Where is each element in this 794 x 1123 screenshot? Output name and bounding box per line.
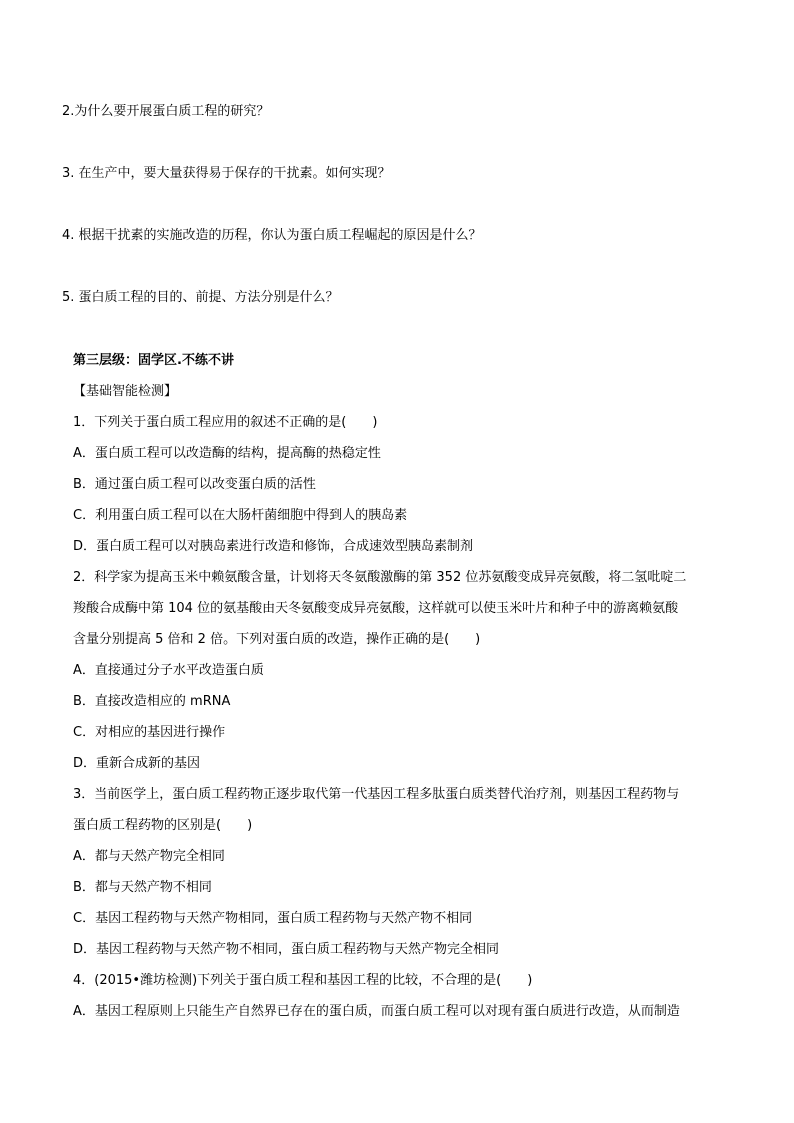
exercise-line: 羧酸合成酶中第 104 位的氨基酸由天冬氨酸变成异亮氨酸，这样就可以使玉米叶片和种子中的游离赖氨酸 — [73, 601, 679, 616]
section-heading: 第三层级：固学区.不练不讲 — [73, 353, 234, 368]
exercise-line: C．基因工程药物与天然产物相同，蛋白质工程药物与天然产物不相同 — [73, 911, 473, 926]
exercise-line: C．利用蛋白质工程可以在大肠杆菌细胞中得到人的胰岛素 — [73, 508, 408, 523]
exercise-line: A．蛋白质工程可以改造酶的结构，提高酶的热稳定性 — [73, 446, 381, 461]
exercise-line: D．蛋白质工程可以对胰岛素进行改造和修饰，合成速效型胰岛素制剂 — [73, 539, 474, 554]
exercise-line: D．基因工程药物与天然产物不相同，蛋白质工程药物与天然产物完全相同 — [73, 942, 500, 957]
exercise-line: A．直接通过分子水平改造蛋白质 — [73, 663, 264, 678]
exercise-line: 3．当前医学上，蛋白质工程药物正逐步取代第一代基因工程多肽蛋白质类替代治疗剂，则基因工程药物与 — [73, 787, 680, 802]
exercise-line: A．都与天然产物完全相同 — [73, 849, 225, 864]
exercise-line: 2．科学家为提高玉米中赖氨酸含量，计划将天冬氨酸激酶的第 352 位苏氨酸变成异亮氨酸，将二氢吡啶二 — [73, 570, 687, 585]
exercise-section — [73, 345, 733, 1027]
question-4: 4. 根据干扰素的实施改造的历程，你认为蛋白质工程崛起的原因是什么？ — [62, 228, 482, 243]
exercise-line: B．通过蛋白质工程可以改变蛋白质的活性 — [73, 477, 316, 492]
exercise-line: 含量分别提高 5 倍和 2 倍。下列对蛋白质的改造，操作正确的是( ) — [73, 632, 481, 647]
exercise-line: B．直接改造相应的 mRNA — [73, 694, 231, 709]
exercise-line: 蛋白质工程药物的区别是( ) — [73, 818, 253, 833]
exercise-line: D．重新合成新的基因 — [73, 756, 201, 771]
question-3: 3. 在生产中，要大量获得易于保存的干扰素。如何实现？ — [62, 166, 391, 181]
exercise-line: 1．下列关于蛋白质工程应用的叙述不正确的是( ) — [73, 415, 378, 430]
question-2: 2.为什么要开展蛋白质工程的研究？ — [62, 104, 270, 119]
section-subheading: 【基础智能检测】 — [73, 384, 178, 399]
question-5: 5. 蛋白质工程的目的、前提、方法分别是什么？ — [62, 290, 339, 305]
exercise-line: 4．(2015•潍坊检测)下列关于蛋白质工程和基因工程的比较，不合理的是( ) — [73, 973, 533, 988]
exercise-line: B．都与天然产物不相同 — [73, 880, 212, 895]
exercise-line: C．对相应的基因进行操作 — [73, 725, 226, 740]
exercise-line: A．基因工程原则上只能生产自然界已存在的蛋白质，而蛋白质工程可以对现有蛋白质进行改造，从而制造 — [73, 1004, 680, 1019]
